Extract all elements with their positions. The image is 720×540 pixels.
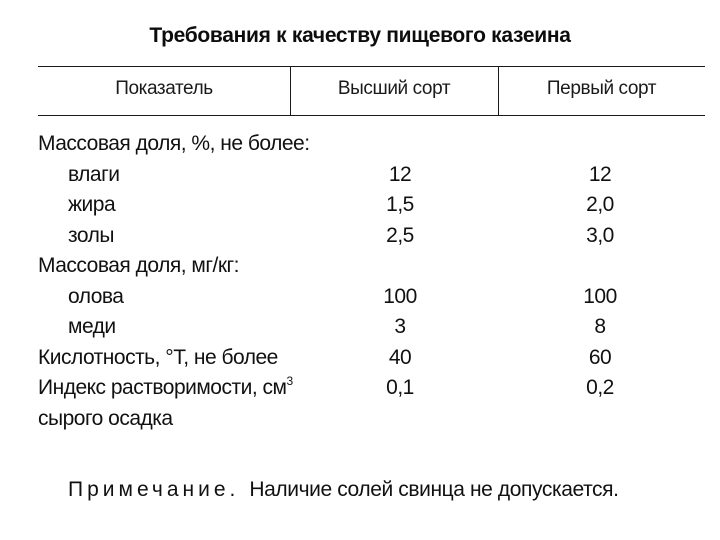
- row-label: влаги: [68, 162, 120, 186]
- row-value-premium: 3: [394, 315, 406, 338]
- row-label: золы: [68, 223, 114, 247]
- row-label: олова: [68, 284, 124, 308]
- row-value-premium: 100: [383, 284, 417, 308]
- table-row: [38, 189, 705, 220]
- row-label: жира: [68, 193, 116, 216]
- document-title: Требования к качеству пищевого казеина: [149, 24, 571, 47]
- table-row: [38, 372, 705, 403]
- row-label: Кислотность, °Т, не более: [38, 345, 278, 369]
- unit-superscript: 3: [286, 374, 293, 388]
- table-row: [38, 128, 705, 159]
- table-row: [38, 403, 705, 434]
- table-row: [38, 250, 705, 281]
- table-top-rule: [38, 66, 705, 67]
- row-value-first: 2,0: [586, 193, 614, 216]
- row-label: Массовая доля, мг/кг:: [38, 254, 240, 277]
- note-label: Примечание.: [68, 478, 240, 501]
- header-first-grade: Первый сорт: [546, 78, 657, 99]
- table-row: [38, 220, 705, 251]
- table-header-rule: [38, 115, 705, 116]
- row-value-first: 0,2: [586, 376, 614, 399]
- table-row: [38, 311, 705, 342]
- row-value-first: 12: [588, 162, 612, 186]
- table-row: [38, 159, 705, 190]
- row-value-premium: 0,1: [386, 376, 414, 399]
- table-body: [38, 128, 705, 433]
- row-label: сырого осадка: [38, 406, 173, 430]
- table-row: [38, 281, 705, 312]
- row-value-premium: 12: [388, 162, 412, 186]
- row-value-first: 8: [594, 315, 606, 338]
- row-label-text: Индекс растворимости, см: [38, 376, 287, 399]
- row-label: меди: [68, 315, 116, 338]
- row-label: Массовая доля, %, не более:: [38, 132, 310, 155]
- table-note: [68, 478, 619, 502]
- row-value-first: 100: [583, 284, 617, 308]
- row-value-premium: 1,5: [386, 193, 414, 216]
- row-value-first: 3,0: [586, 223, 614, 247]
- table-row: [38, 342, 705, 373]
- row-value-premium: 40: [388, 345, 412, 369]
- row-value-first: 60: [588, 345, 612, 369]
- header-indicator: Показатель: [115, 78, 213, 99]
- note-text: Наличие солей свинца не допускается.: [249, 478, 619, 501]
- header-premium-grade: Высший сорт: [337, 78, 451, 99]
- row-value-premium: 2,5: [386, 223, 414, 247]
- row-label: [38, 376, 293, 400]
